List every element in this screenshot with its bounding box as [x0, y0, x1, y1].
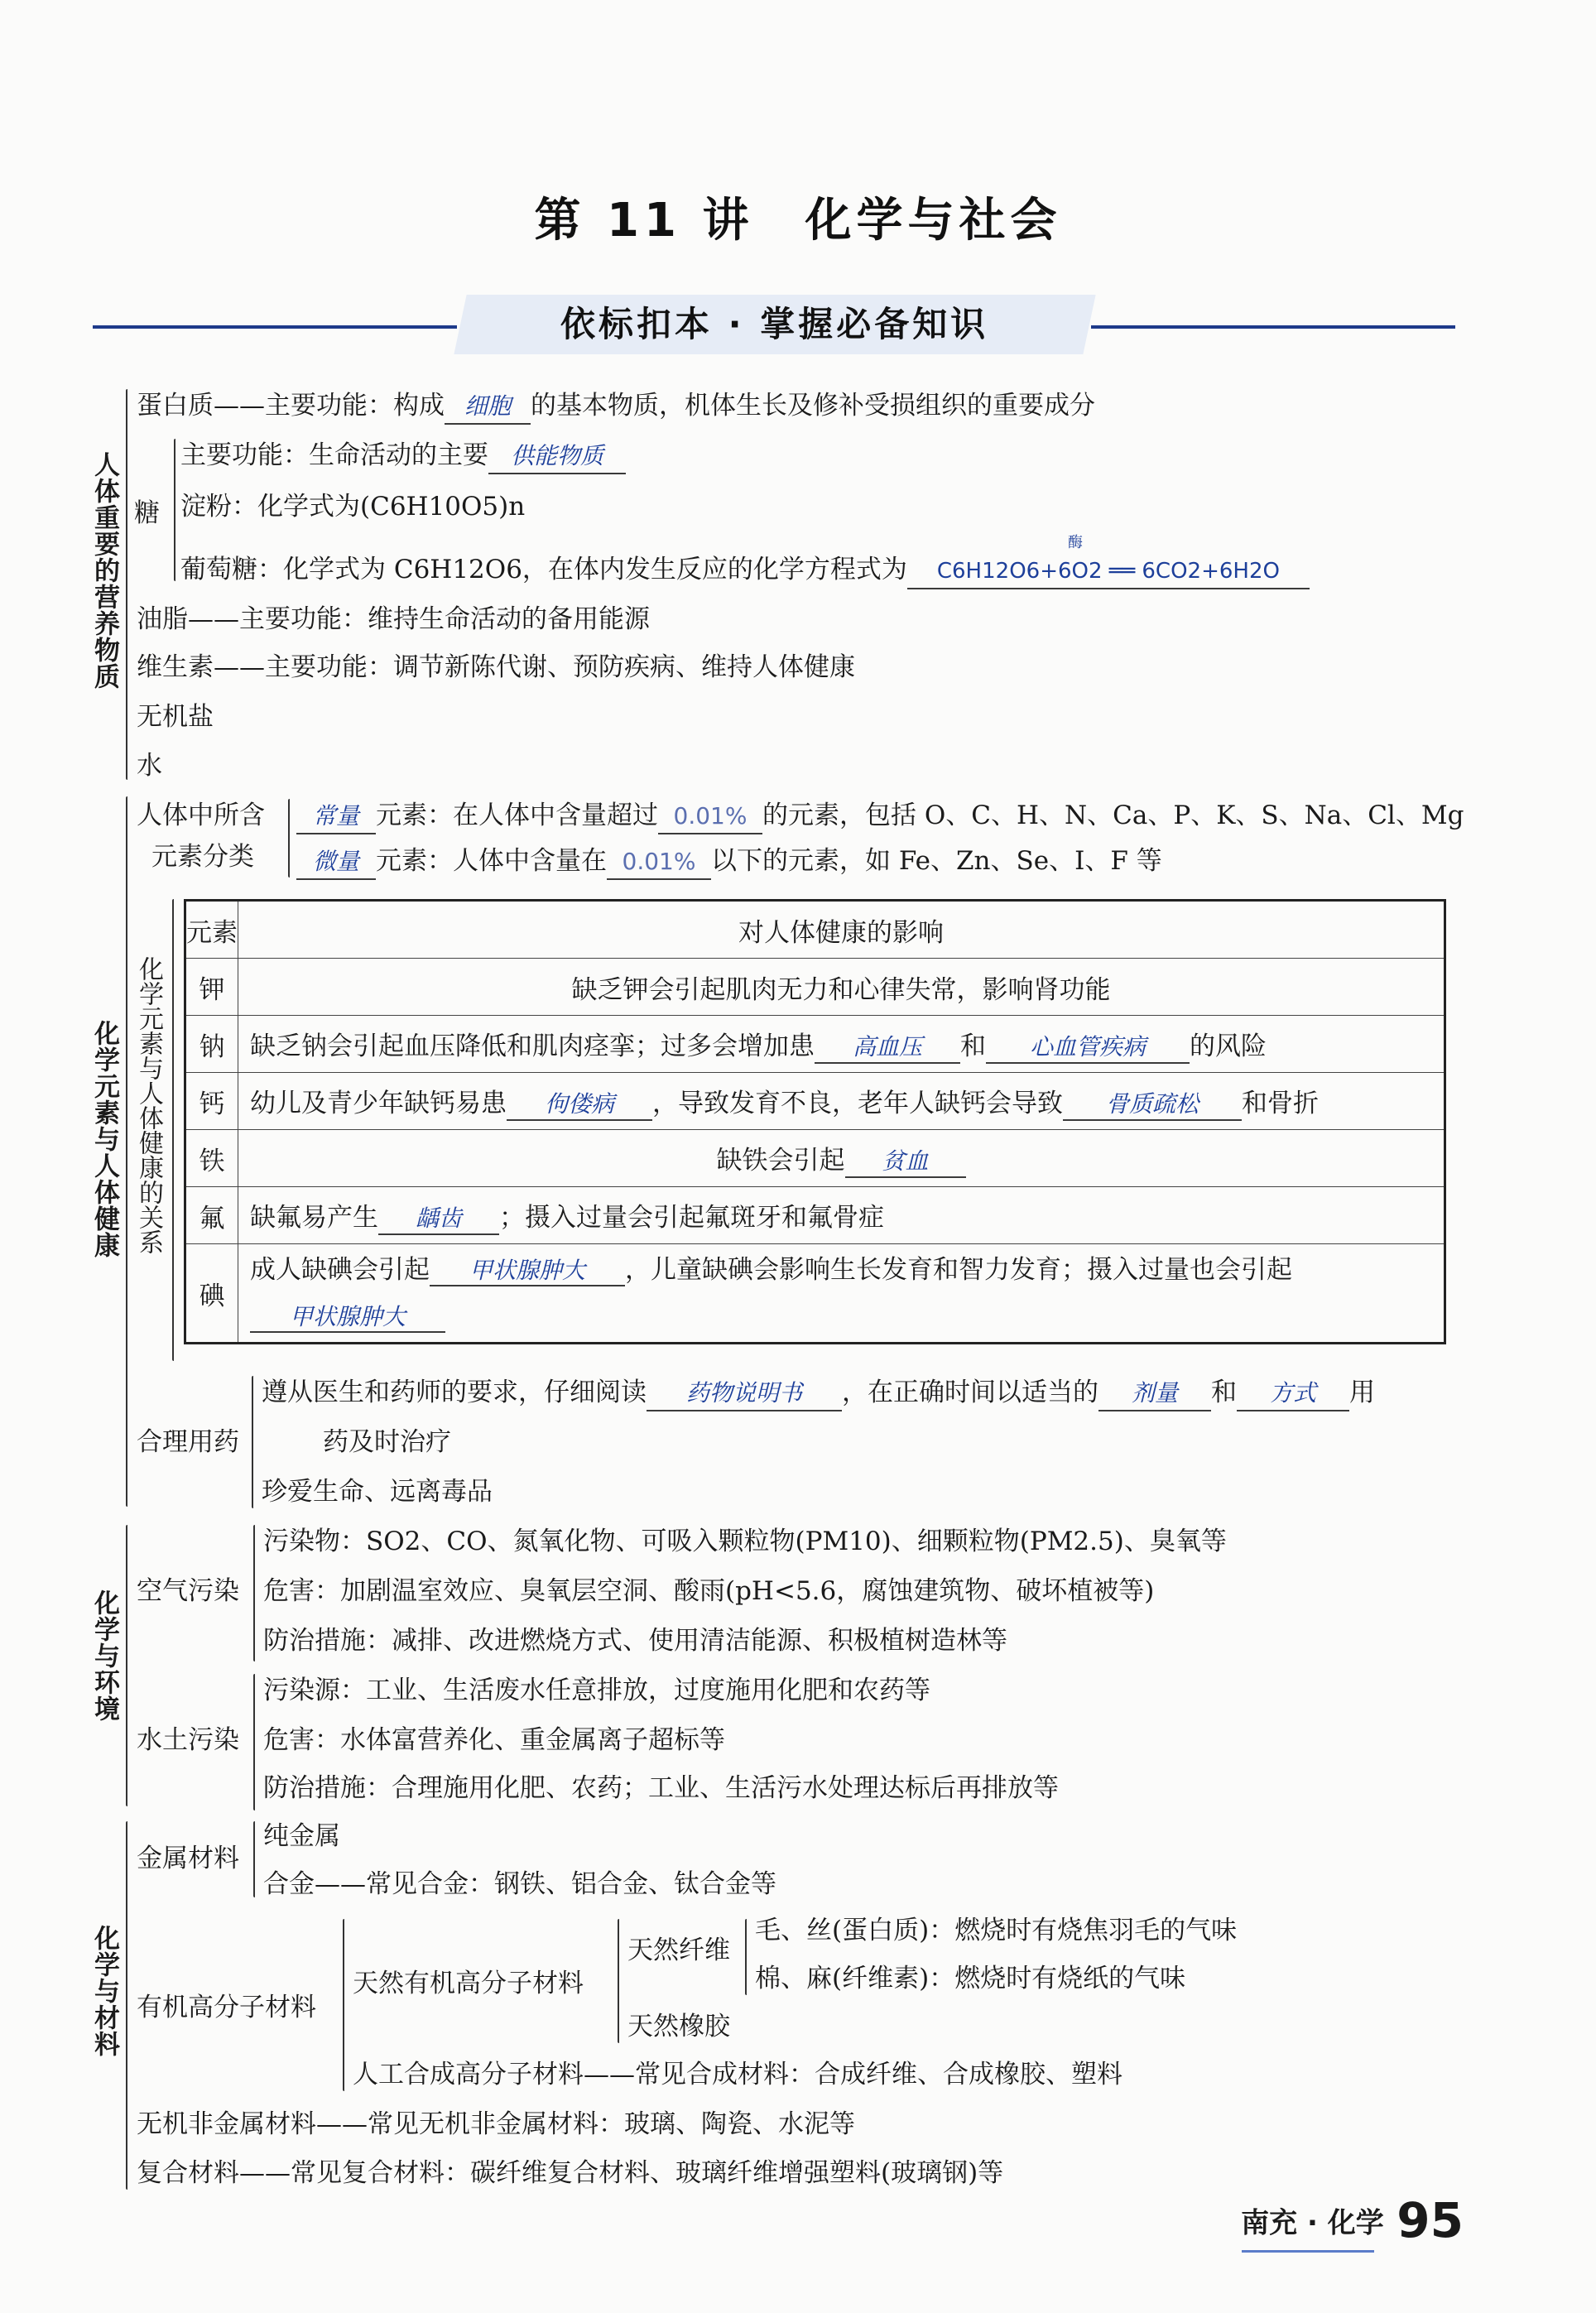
table-row: 钠 缺乏钠会引起血压降低和肌肉痉挛；过多会增加患 高血压 和 心血管疾病 的风险 — [185, 1016, 1445, 1073]
answer-dose: 剂量 — [1098, 1377, 1211, 1411]
water-harm: 危害：水体富营养化、重金属离子超标等 — [263, 1725, 725, 1755]
element-class-label-1: 人体中所含 — [137, 801, 265, 830]
section-banner: 依标扣本 · 掌握必备知识 — [454, 295, 1095, 354]
footer-underline — [1242, 2250, 1374, 2253]
page-footer — [1241, 2192, 1464, 2248]
medicine-line-1: 遵从医生和药师的要求，仔细阅读 药物说明书 ，在正确时间以适当的 剂量 和 方式 用 — [262, 1376, 1375, 1411]
table-row: 钾 缺乏钾会引起肌肉无力和心律失常，影响肾功能 — [185, 959, 1445, 1016]
inorganic-materials: 无机非金属材料——常见无机非金属材料：玻璃、陶瓷、水泥等 — [137, 2109, 855, 2139]
answer-caries: 龋齿 — [378, 1200, 499, 1235]
water-pollution-label: 水土污染 — [137, 1725, 239, 1755]
metal-alloy: 合金——常见合金：钢铁、铝合金、钛合金等 — [263, 1869, 776, 1899]
side-label-nutrients: 人体重要的营养物质 — [89, 451, 119, 690]
medicine-line-2: 药及时治疗 — [323, 1427, 451, 1457]
brace-fiber — [745, 1919, 747, 1995]
air-pollutants: 污染物：SO2、CO、氮氧化物、可吸入颗粒物(PM10)、细颗粒物(PM2.5)、臭氧等 — [263, 1527, 1227, 1556]
answer-major: 常量 — [296, 800, 376, 834]
composite-materials: 复合材料——常见复合材料：碳纤维复合材料、玻璃纤维增强塑料(玻璃钢)等 — [137, 2158, 1004, 2188]
answer-hypertension: 高血压 — [815, 1029, 960, 1064]
brace-nutrients — [126, 389, 127, 780]
brace-environment — [126, 1525, 127, 1806]
natural-fiber-label: 天然纤维 — [627, 1936, 730, 1965]
side-label-elements: 化学元素与人体健康 — [89, 1020, 119, 1258]
brace-element-class — [288, 799, 290, 878]
answer-rickets: 佝偻病 — [507, 1086, 652, 1121]
brace-organic — [343, 1919, 344, 2091]
air-pollution-label: 空气污染 — [137, 1576, 239, 1606]
medicine-line-3: 珍爱生命、远离毒品 — [262, 1477, 493, 1507]
side-label-materials: 化学与材料 — [89, 1925, 119, 2057]
answer-glucose-equation: C6H12O6+6O2 ══ 6CO2+6H2O — [907, 555, 1310, 589]
relation-label: 化学元素与人体健康的关系 — [134, 956, 163, 1254]
enzyme-label: 酶 — [1068, 534, 1083, 551]
element-health-table — [184, 899, 1446, 1344]
banner-line-left — [93, 325, 457, 329]
fiber-wool-silk: 毛、丝(蛋白质)：燃烧时有烧焦羽毛的气味 — [755, 1916, 1238, 1945]
glucose-line: 葡萄糖：化学式为 C6H12O6，在体内发生反应的化学方程式为 C6H12O6+6O2 ══ 6CO2+6H2O — [180, 553, 1310, 589]
table-row: 钙 幼儿及青少年缺钙易患 佝偻病 ，导致发育不良，老年人缺钙会导致 骨质疏松 和骨折 — [185, 1073, 1445, 1130]
air-prevention: 防治措施：减排、改进燃烧方式、使用清洁能源、积极植树造林等 — [263, 1626, 1007, 1656]
water-sources: 污染源：工业、生活废水任意排放，过度施用化肥和农药等 — [263, 1676, 930, 1705]
table-row: 碘 成人缺碘会引起 甲状腺肿大 ，儿童缺碘会影响生长发育和智力发育；摄入过量也会引起 甲状腺肿大 — [185, 1244, 1445, 1344]
brace-air — [253, 1525, 255, 1661]
table-header-row — [185, 901, 1445, 959]
answer-trace: 微量 — [296, 845, 376, 880]
fiber-cotton-linen: 棉、麻(纤维素)：燃烧时有烧纸的气味 — [755, 1964, 1186, 1993]
water-line: 水 — [137, 751, 162, 781]
natural-organic-label: 天然有机高分子材料 — [353, 1969, 584, 1998]
starch-line: 淀粉：化学式为(C6H10O5)n — [180, 492, 526, 522]
footer-label: 南充 · 化学 — [1241, 2206, 1384, 2240]
sugar-label: 糖 — [134, 498, 160, 528]
answer-cardiovascular: 心血管疾病 — [986, 1029, 1190, 1064]
answer-instructions: 药物说明书 — [647, 1377, 842, 1411]
brace-medicine — [252, 1376, 253, 1508]
organic-label: 有机高分子材料 — [137, 1993, 316, 2022]
water-prevention: 防治措施：合理施用化肥、农药；工业、生活污水处理达标后再排放等 — [263, 1773, 1059, 1803]
header-effect: 对人体健康的影响 — [238, 901, 1445, 959]
answer-energy: 供能物质 — [488, 440, 626, 474]
brace-metal — [253, 1821, 255, 1897]
answer-goiter-1: 甲状腺肿大 — [430, 1257, 625, 1286]
answer-anemia: 贫血 — [845, 1143, 966, 1178]
sugar-function-line: 主要功能：生命活动的主要 供能物质 — [180, 439, 626, 474]
table-row: 氟 缺氟易产生 龋齿 ；摄入过量会引起氟斑牙和氟骨症 — [185, 1187, 1445, 1244]
header-element: 元素 — [185, 901, 238, 959]
brace-sugar — [174, 439, 175, 581]
major-element-line: 常量 元素：在人体中含量超过 0.01% 的元素，包括 O、C、H、N、Ca、P、K、S、Na、Cl、Mg — [296, 799, 1464, 834]
metal-pure: 纯金属 — [263, 1821, 340, 1851]
answer-osteoporosis: 骨质疏松 — [1063, 1086, 1242, 1121]
lecture-title: 第 11 讲 化学与社会 — [534, 194, 1062, 248]
air-harm: 危害：加剧温室效应、臭氧层空洞、酸雨(pH<5.6，腐蚀建筑物、破坏植被等) — [263, 1576, 1155, 1606]
answer-goiter-2: 甲状腺肿大 — [250, 1303, 445, 1333]
metal-label: 金属材料 — [137, 1844, 239, 1873]
vitamin-line: 维生素——主要功能：调节新陈代谢、预防疾病、维持人体健康 — [137, 652, 855, 682]
answer-trace-percent: 0.01% — [607, 845, 711, 880]
element-class-label-2: 元素分类 — [151, 842, 254, 872]
banner-line-right — [1091, 325, 1455, 329]
mineral-line: 无机盐 — [137, 702, 214, 732]
brace-materials — [126, 1821, 127, 2190]
natural-rubber: 天然橡胶 — [627, 2012, 730, 2041]
answer-method: 方式 — [1237, 1377, 1349, 1411]
answer-cell: 细胞 — [445, 390, 531, 425]
page-number: 95 — [1396, 2192, 1464, 2248]
protein-line: 蛋白质——主要功能：构成 细胞 的基本物质，机体生长及修补受损组织的重要成分 — [137, 389, 1095, 425]
brace-elements — [126, 796, 127, 1507]
medicine-label: 合理用药 — [137, 1427, 239, 1457]
trace-element-line: 微量 元素：人体中含量在 0.01% 以下的元素，如 Fe、Zn、Se、I、F 等 — [296, 844, 1162, 880]
table-row: 铁 缺铁会引起 贫血 — [185, 1130, 1445, 1187]
fat-line: 油脂——主要功能：维持生命活动的备用能源 — [137, 604, 650, 634]
brace-relation — [172, 899, 174, 1361]
answer-major-percent: 0.01% — [658, 800, 762, 834]
side-label-environment: 化学与环境 — [89, 1589, 119, 1722]
brace-natural — [618, 1919, 619, 2043]
synthetic-materials: 人工合成高分子材料——常见合成材料：合成纤维、合成橡胶、塑料 — [353, 2060, 1122, 2089]
brace-water — [253, 1674, 255, 1810]
